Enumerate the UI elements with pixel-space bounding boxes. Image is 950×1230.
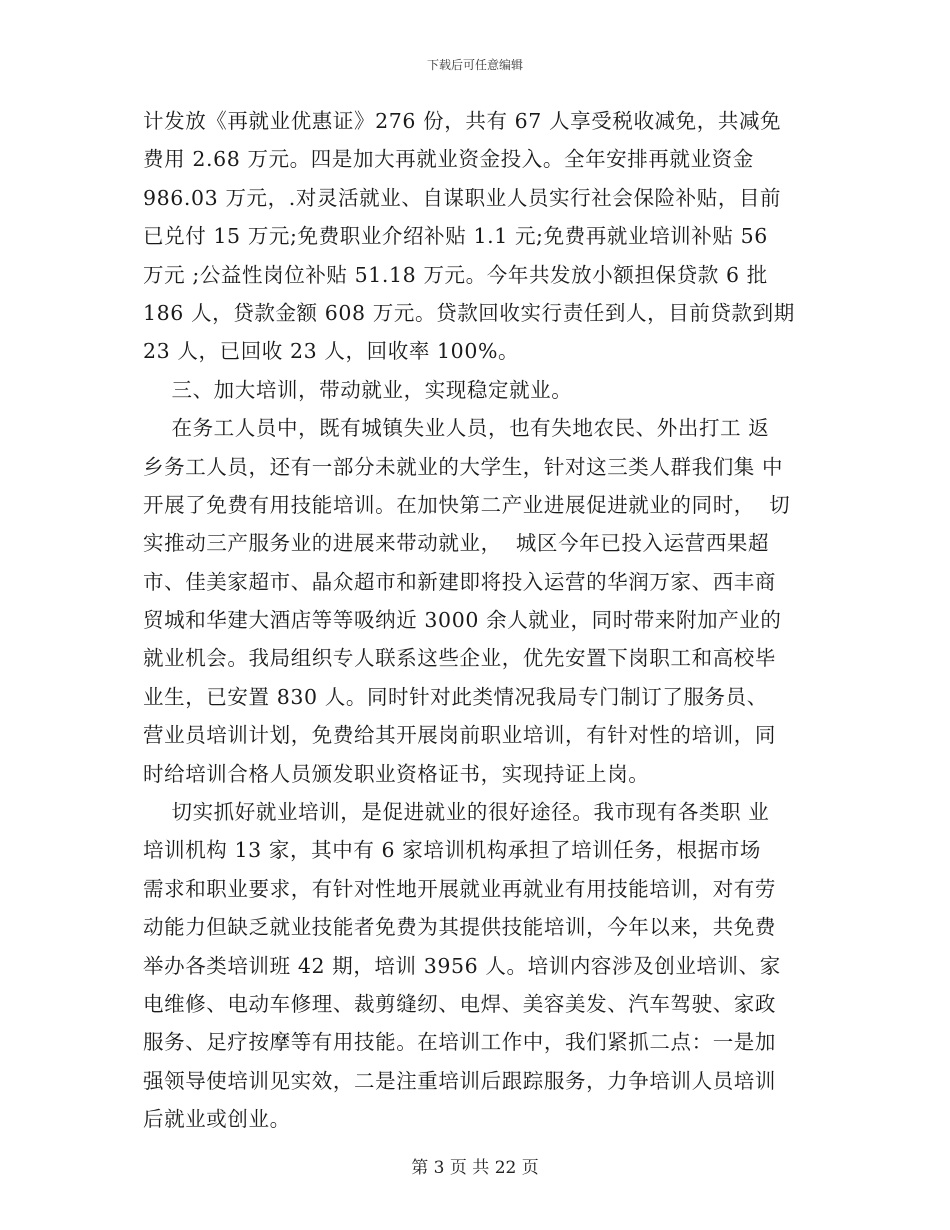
body-line: 贸城和华建大酒店等等吸纳近 3000 余人就业，同时带来附加产业的 — [143, 608, 782, 633]
body-line: 后就业或创业。 — [143, 1107, 291, 1132]
body-line: 培训机构 13 家，其中有 6 家培训机构承担了培训任务，根据市场 — [143, 838, 761, 863]
body-line: 计发放《再就业优惠证》276 份，共有 67 人享受税收减免，共减免 — [143, 109, 782, 133]
body-line: 开展了免费有用技能培训。在加快第二产业进展促进就业的同时， 切 — [143, 492, 791, 517]
section-heading: 三、加大培训，带动就业，实现稳定就业。 — [143, 377, 573, 402]
body-line: 业生，已安置 830 人。同时针对此类情况我局专门制订了服务员、 — [143, 684, 768, 709]
document-body — [143, 102, 808, 1139]
body-line: 乡务工人员，还有一部分未就业的大学生，针对这三类人群我们集 中 — [143, 454, 784, 479]
body-line: 已兑付 15 万元;免费职业介绍补贴 1.1 元;免费再就业培训补贴 56 — [143, 224, 768, 249]
body-line: 强领导使培训见实效，二是注重培训后跟踪服务，力争培训人员培训 — [143, 1068, 776, 1093]
body-line: 23 人，已回收 23 人，回收率 100%。 — [143, 339, 520, 364]
body-line: 需求和职业要求，有针对性地开展就业再就业有用技能培训，对有劳 — [143, 876, 776, 901]
body-line: 时给培训合格人员颁发职业资格证书，实现持证上岗。 — [143, 761, 650, 786]
body-line: 费用 2.68 万元。四是加大再就业资金投入。全年安排再就业资金 — [143, 147, 754, 172]
body-line: 万元 ;公益性岗位补贴 51.18 万元。今年共发放小额担保贷款 6 批 — [143, 262, 768, 287]
body-line: 186 人，贷款金额 608 万元。贷款回收实行责任到人，目前贷款到期 — [143, 300, 795, 325]
body-line: 市、佳美家超市、晶众超市和新建即将投入运营的华润万家、西丰商 — [143, 569, 776, 594]
body-line: 服务、足疗按摩等有用技能。在培训工作中，我们紧抓二点：一是加 — [143, 1030, 776, 1055]
body-line: 就业机会。我局组织专人联系这些企业，优先安置下岗职工和高校毕 — [143, 646, 776, 671]
body-line: 986.03 万元，.对灵活就业、自谋职业人员实行社会保险补贴，目前 — [143, 185, 782, 210]
page-header: 下载后可任意编辑 — [426, 58, 523, 72]
body-line: 在务工人员中，既有城镇失业人员，也有失地农民、外出打工 返 — [143, 416, 770, 441]
body-line: 切实抓好就业培训，是促进就业的很好途径。我市现有各类职 业 — [143, 800, 770, 825]
body-line: 营业员培训计划，免费给其开展岗前职业培训，有针对性的培训，同 — [143, 723, 776, 748]
body-line: 实推动三产服务业的进展来带动就业， 城区今年已投入运营西果超 — [143, 531, 770, 556]
body-line: 举办各类培训班 42 期，培训 3956 人。培训内容涉及创业培训、家 — [143, 953, 781, 978]
page-number: 第 3 页 共 22 页 — [411, 1158, 539, 1178]
body-line: 动能力但缺乏就业技能者免费为其提供技能培训，今年以来，共免费 — [143, 915, 776, 940]
body-line: 电维修、电动车修理、裁剪缝纫、电焊、美容美发、汽车驾驶、家政 — [143, 991, 776, 1016]
